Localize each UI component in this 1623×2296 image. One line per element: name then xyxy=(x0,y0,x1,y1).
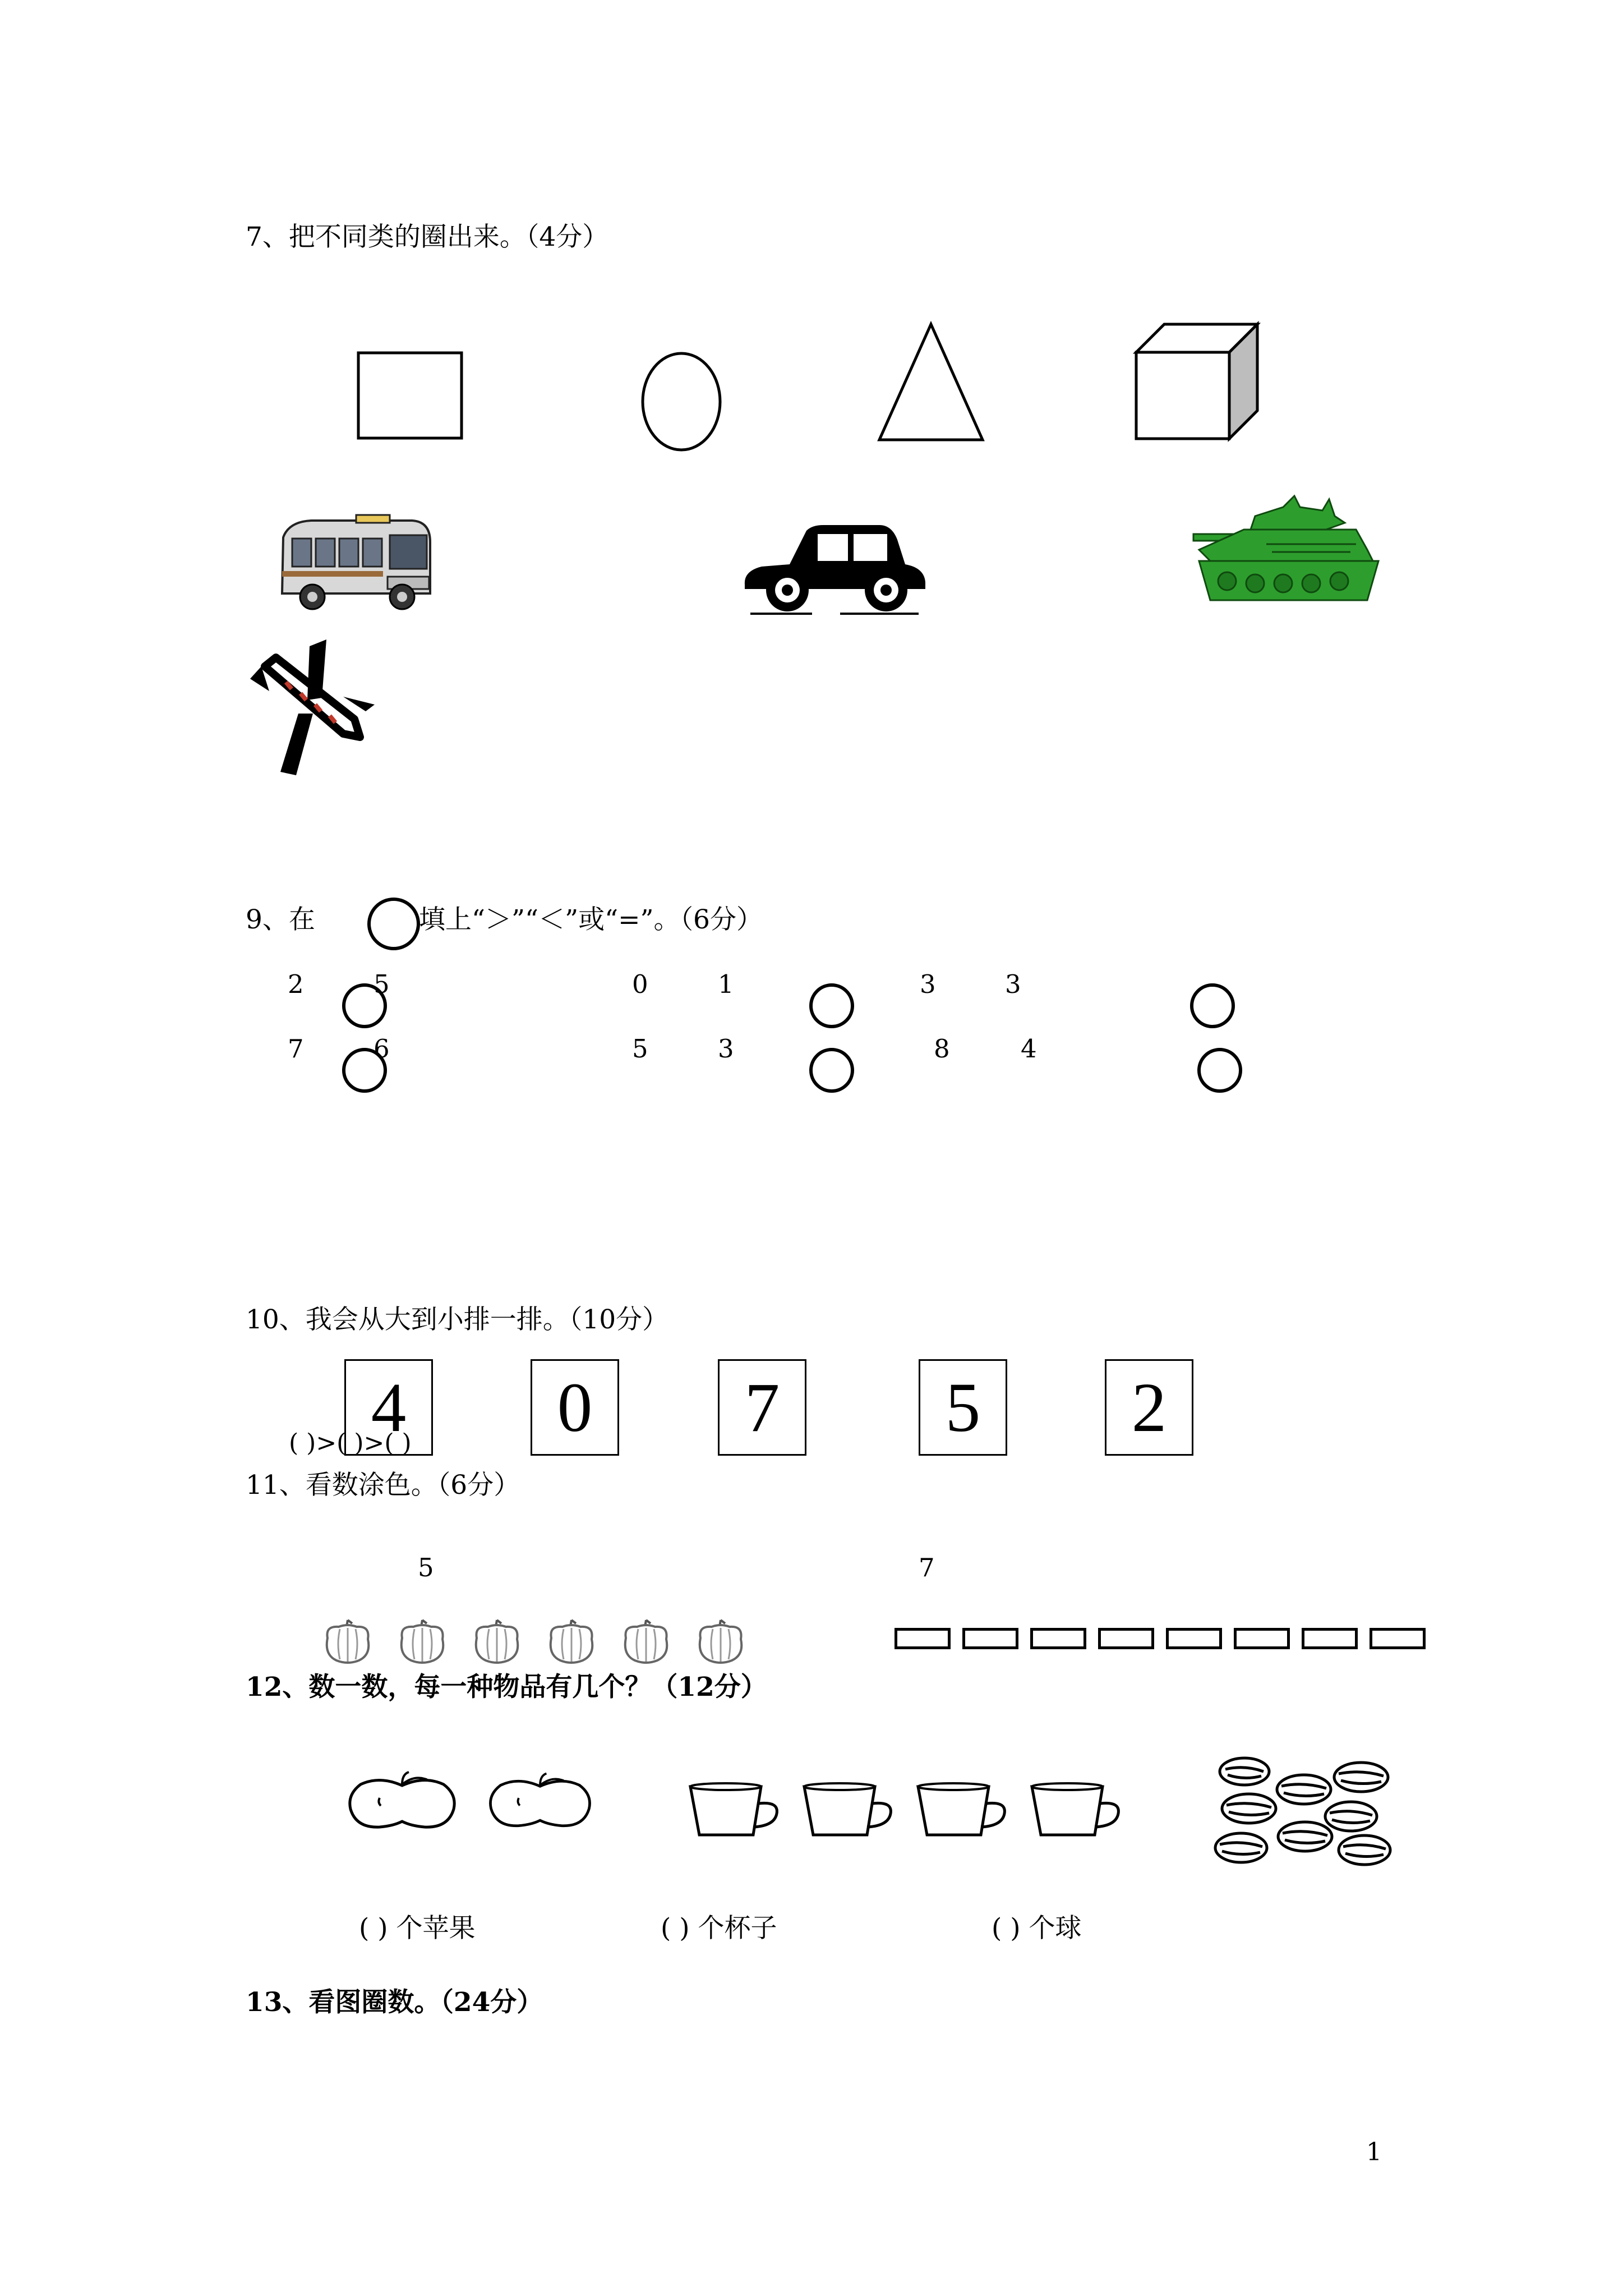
q11-left-number: 5 xyxy=(418,1553,434,1582)
color-rect[interactable] xyxy=(895,1628,951,1649)
q9-answer-circle[interactable] xyxy=(809,1048,854,1093)
apple-icon xyxy=(346,1770,458,1832)
q10-number-box: 7 xyxy=(718,1359,806,1456)
q12-answer-cups: ( ) 个杯子 xyxy=(661,1913,777,1944)
pepper-icon[interactable] xyxy=(618,1616,674,1666)
q11-right-number: 7 xyxy=(919,1553,935,1582)
cube-shape xyxy=(1133,321,1262,444)
q12-answer-apples: ( ) 个苹果 xyxy=(359,1913,476,1944)
q9-r2-a1: 7 xyxy=(288,1034,304,1064)
q9-r1-a1: 2 xyxy=(288,969,304,999)
color-rect[interactable] xyxy=(1166,1628,1222,1649)
q9-title-circle xyxy=(367,898,420,950)
color-rect[interactable] xyxy=(1370,1628,1426,1649)
q9-r2-a3: 8 xyxy=(934,1034,950,1064)
q9-title-prefix: 9、在 xyxy=(246,904,315,935)
q10-number-box: 4 xyxy=(344,1359,433,1456)
q10-title: 10、我会从大到小排一排。（10分） xyxy=(246,1304,669,1335)
q7-title: 7、把不同类的圈出来。（4分） xyxy=(246,222,609,252)
q9-r2-a2: 5 xyxy=(632,1034,648,1064)
tank-icon xyxy=(1188,494,1384,617)
pepper-icon[interactable] xyxy=(394,1616,450,1666)
q9-r1-b2: 1 xyxy=(718,969,734,999)
q10-sequence-line: ( )>( )>( ) xyxy=(289,1429,412,1457)
q10-number-box: 5 xyxy=(919,1359,1007,1456)
q9-r2-b2: 3 xyxy=(718,1034,734,1064)
q10-number-box: 0 xyxy=(531,1359,619,1456)
bus-icon xyxy=(272,515,435,616)
pepper-icon[interactable] xyxy=(543,1616,600,1666)
q13-title: 13、看图圈数。（24分） xyxy=(246,1987,543,2018)
q9-answer-circle[interactable] xyxy=(342,983,387,1028)
q9-r1-a2: 0 xyxy=(632,969,648,999)
car-icon xyxy=(739,517,930,618)
q9-r1-b3: 3 xyxy=(1005,969,1021,999)
q9-answer-circle[interactable] xyxy=(1197,1048,1242,1093)
color-rect[interactable] xyxy=(1030,1628,1086,1649)
q9-r2-b3: 4 xyxy=(1021,1034,1037,1064)
page-number: 1 xyxy=(1366,2138,1382,2166)
color-rect[interactable] xyxy=(1302,1628,1358,1649)
square-shape xyxy=(357,351,463,441)
q9-answer-circle[interactable] xyxy=(809,983,854,1028)
color-rect[interactable] xyxy=(962,1628,1018,1649)
q12-title: 12、数一数，每一种物品有几个？（12分） xyxy=(246,1672,767,1703)
q9-answer-circle[interactable] xyxy=(1190,983,1235,1028)
apple-icon xyxy=(487,1770,593,1832)
pepper-icon[interactable] xyxy=(469,1616,525,1666)
triangle-shape xyxy=(875,321,987,444)
color-rect[interactable] xyxy=(1098,1628,1154,1649)
q9-answer-circle[interactable] xyxy=(342,1048,387,1093)
airplane-icon xyxy=(242,635,377,781)
q11-title: 11、看数涂色。（6分） xyxy=(246,1470,520,1501)
cup-icon xyxy=(1029,1781,1124,1843)
color-rect[interactable] xyxy=(1234,1628,1290,1649)
q9-r1-a3: 3 xyxy=(920,969,936,999)
cup-icon xyxy=(687,1781,782,1843)
q12-answer-balls: ( ) 个球 xyxy=(992,1913,1082,1944)
q10-number-box: 2 xyxy=(1105,1359,1193,1456)
q9-title-suffix: 填上“＞”“＜”或“=”。（6分） xyxy=(419,904,763,935)
balls-icon xyxy=(1209,1755,1394,1872)
cup-icon xyxy=(801,1781,896,1843)
q9-r1-b1: 5 xyxy=(374,969,390,999)
circle-shape xyxy=(639,351,723,452)
pepper-icon[interactable] xyxy=(693,1616,749,1666)
pepper-icon[interactable] xyxy=(320,1616,376,1666)
q9-r2-b1: 6 xyxy=(374,1034,390,1064)
cup-icon xyxy=(915,1781,1010,1843)
